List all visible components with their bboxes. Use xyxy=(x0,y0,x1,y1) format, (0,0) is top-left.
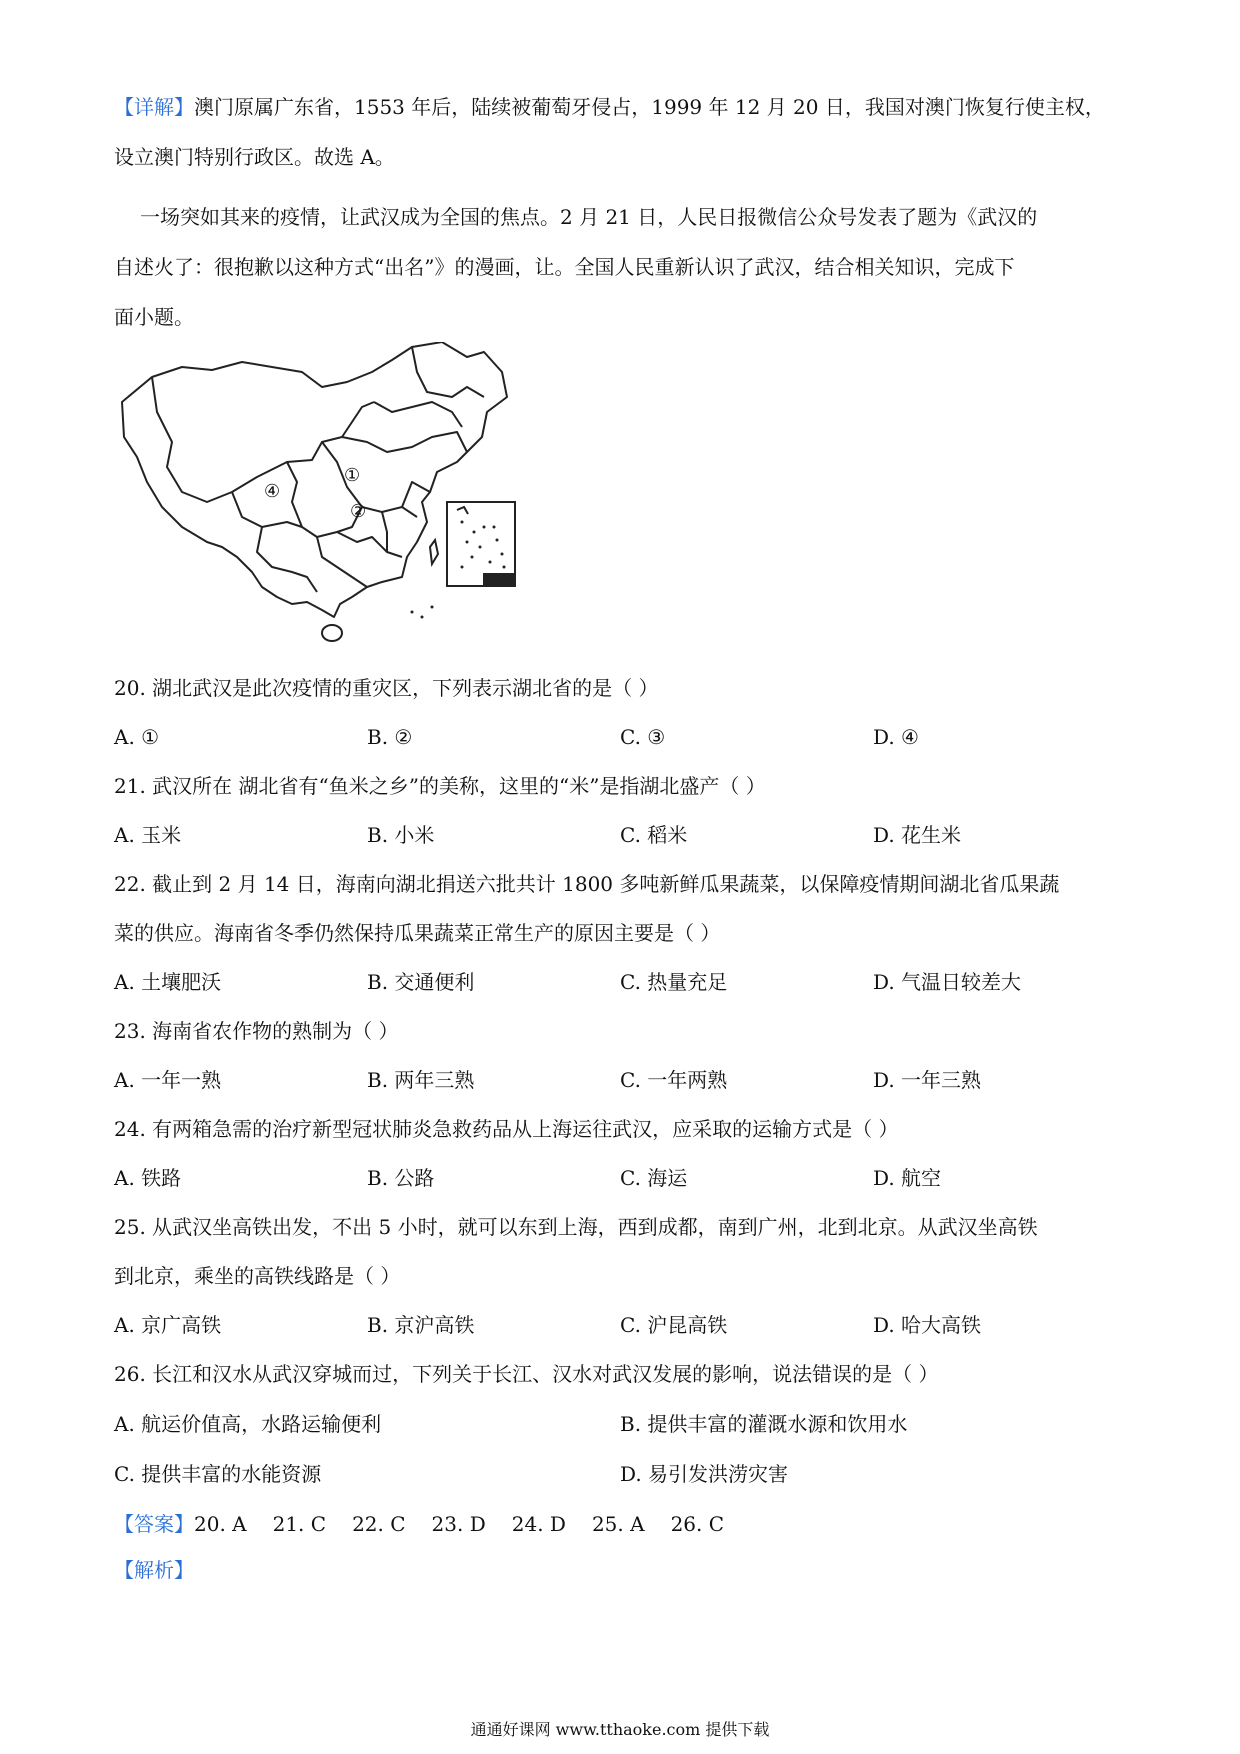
question-26-option: C. 提供丰富的水能资源 xyxy=(114,1462,322,1486)
question-22-option: A. 土壤肥沃 xyxy=(114,970,222,994)
question-25-option: B. 京沪高铁 xyxy=(367,1313,475,1337)
hainan-island xyxy=(322,625,342,641)
question-26-option: A. 航运价值高，水路运输便利 xyxy=(114,1412,382,1436)
question-21-option: D. 花生米 xyxy=(873,823,962,847)
intro-line-1: 一场突如其来的疫情，让武汉成为全国的焦点。2 月 21 日，人民日报微信公众号发表了题为《武汉的 xyxy=(140,205,1038,229)
question-22-option: D. 气温日较差大 xyxy=(873,970,1022,994)
intro-line-2: 自述火了：很抱歉以这种方式“出名”》的漫画，让。全国人民重新认识了武汉，结合相关知识，完成下 xyxy=(114,255,1015,279)
answer-line xyxy=(114,1510,750,1538)
south-china-sea-inset xyxy=(447,502,515,586)
question-25-option: D. 哈大高铁 xyxy=(873,1313,982,1337)
question-21-option: A. 玉米 xyxy=(114,823,182,847)
intro-line-3: 面小题。 xyxy=(114,305,194,329)
answer-items xyxy=(194,1512,750,1536)
question-23-option: B. 两年三熟 xyxy=(367,1068,475,1092)
question-23-option: D. 一年三熟 xyxy=(873,1068,982,1092)
map-marker-2: ② xyxy=(350,501,367,522)
question-23-option: A. 一年一熟 xyxy=(114,1068,222,1092)
question-23-option: C. 一年两熟 xyxy=(620,1068,728,1092)
question-20-stem: 20. 湖北武汉是此次疫情的重灾区，下列表示湖北省的是（ ） xyxy=(114,676,659,700)
question-22-option: C. 热量充足 xyxy=(620,970,728,994)
question-20-option: D. ④ xyxy=(873,725,919,749)
question-25-stem: 到北京，乘坐的高铁线路是（ ） xyxy=(114,1264,401,1288)
question-26-option: D. 易引发洪涝灾害 xyxy=(620,1462,789,1486)
page-footer: 通通好课网 www.tthaoke.com 提供下载 xyxy=(470,1720,770,1739)
question-20-option: C. ③ xyxy=(620,725,666,749)
detail-line-2: 设立澳门特别行政区。故选 A。 xyxy=(114,145,395,169)
question-21-option: B. 小米 xyxy=(367,823,435,847)
map-marker-4: ④ xyxy=(264,481,281,502)
china-outline xyxy=(122,342,507,617)
detail-text-1: 澳门原属广东省，1553 年后，陆续被葡萄牙侵占，1999 年 12 月 20 日，我国对澳门恢复行使主权， xyxy=(194,95,1105,119)
question-21-stem: 21. 武汉所在 湖北省有“鱼米之乡”的美称，这里的“米”是指湖北盛产（ ） xyxy=(114,774,766,798)
china-map xyxy=(112,342,582,652)
question-23-stem: 23. 海南省农作物的熟制为（ ） xyxy=(114,1019,399,1043)
question-24-option: C. 海运 xyxy=(620,1166,688,1190)
question-21-option: C. 稻米 xyxy=(620,823,688,847)
question-25-stem: 25. 从武汉坐高铁出发，不出 5 小时，就可以东到上海，西到成都，南到广州，北到北京。从武汉坐高铁 xyxy=(114,1215,1038,1239)
question-26-option: B. 提供丰富的灌溉水源和饮用水 xyxy=(620,1412,908,1436)
question-24-option: D. 航空 xyxy=(873,1166,942,1190)
question-24-option: A. 铁路 xyxy=(114,1166,182,1190)
question-24-stem: 24. 有两箱急需的治疗新型冠状肺炎急救药品从上海运往武汉，应采取的运输方式是（ ） xyxy=(114,1117,899,1141)
question-26-stem: 26. 长江和汉水从武汉穿城而过，下列关于长江、汉水对武汉发展的影响，说法错误的是（ ） xyxy=(114,1362,939,1386)
question-20-option: B. ② xyxy=(367,725,413,749)
question-25-option: A. 京广高铁 xyxy=(114,1313,222,1337)
question-22-stem: 22. 截止到 2 月 14 日，海南向湖北捐送六批共计 1800 多吨新鲜瓜果蔬菜，以保障疫情期间湖北省瓜果蔬 xyxy=(114,872,1060,896)
map-marker-1: ① xyxy=(344,465,361,486)
detail-tag: 【详解】 xyxy=(114,95,194,119)
answer-item: 25. A xyxy=(591,1512,645,1536)
question-22-stem: 菜的供应。海南省冬季仍然保持瓜果蔬菜正常生产的原因主要是（ ） xyxy=(114,921,721,945)
answer-tag: 【答案】 xyxy=(114,1512,194,1536)
question-20-option: A. ① xyxy=(114,725,160,749)
answer-item: 21. C xyxy=(272,1512,327,1536)
detail-line-1 xyxy=(114,93,1105,121)
answer-item: 20. A xyxy=(194,1512,247,1536)
question-24-option: B. 公路 xyxy=(367,1166,435,1190)
answer-item: 23. D xyxy=(431,1512,486,1536)
taiwan-island xyxy=(430,540,438,564)
question-22-option: B. 交通便利 xyxy=(367,970,475,994)
analysis-tag: 【解析】 xyxy=(114,1558,194,1582)
answer-item: 26. C xyxy=(670,1512,725,1536)
answer-item: 22. C xyxy=(352,1512,406,1536)
answer-item: 24. D xyxy=(511,1512,566,1536)
question-25-option: C. 沪昆高铁 xyxy=(620,1313,728,1337)
